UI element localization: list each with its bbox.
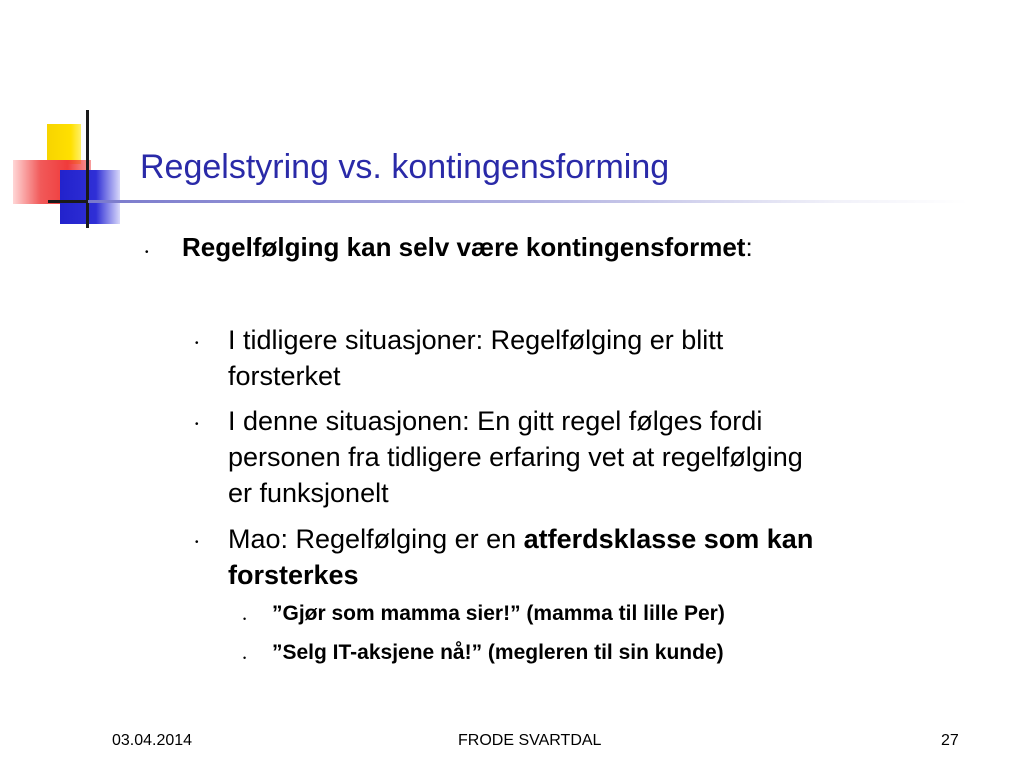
sub-bullet-1 — [228, 322, 988, 394]
example-1: ”Gjør som mamma sier!” (mamma til lille Per) — [272, 602, 725, 625]
slide-title: Regelstyring vs. kontingensforming — [140, 148, 670, 186]
sub-bullet-2-line3: er funksjonelt — [228, 478, 389, 508]
main-bullet-text: Regelfølging kan selv være kontingensformet — [182, 232, 746, 262]
example-2: ”Selg IT-aksjene nå!” (megleren til sin kunde) — [272, 641, 724, 664]
bullet-icon: • — [195, 537, 199, 548]
sub-bullet-2-line2: personen fra tidligere erfaring vet at regelfølging — [228, 442, 803, 472]
bullet-icon: • — [195, 419, 199, 430]
bullet-icon: • — [145, 247, 149, 258]
footer-page-number: 27 — [941, 732, 959, 749]
footer-date: 03.04.2014 — [112, 732, 193, 749]
main-bullet — [182, 232, 753, 263]
logo-vertical-line — [86, 110, 89, 228]
main-bullet-suffix: : — [745, 232, 753, 262]
sub-bullet-1-line2: forsterket — [228, 361, 341, 391]
bullet-icon: • — [195, 338, 199, 349]
logo-yellow-square — [47, 124, 81, 164]
sub-bullet-3-prefix: Mao: Regelfølging er en — [228, 524, 524, 554]
sub-bullet-2-line1: I denne situasjonen: En gitt regel følges fordi — [228, 406, 763, 436]
bullet-icon: • — [243, 614, 247, 624]
bullet-icon: • — [243, 653, 247, 663]
title-underline — [88, 200, 968, 203]
footer-author: FRODE SVARTDAL — [458, 732, 602, 749]
logo-blue-square — [60, 170, 120, 224]
sub-bullet-3-bold-line2: forsterkes — [228, 560, 359, 590]
sub-bullet-1-line1: I tidligere situasjoner: Regelfølging er blitt — [228, 325, 724, 355]
slide-logo-decoration — [0, 100, 150, 240]
sub-bullet-3-bold-line1: atferdsklasse som kan — [523, 524, 814, 554]
sub-bullet-2 — [228, 403, 988, 511]
sub-bullet-3 — [228, 521, 988, 593]
